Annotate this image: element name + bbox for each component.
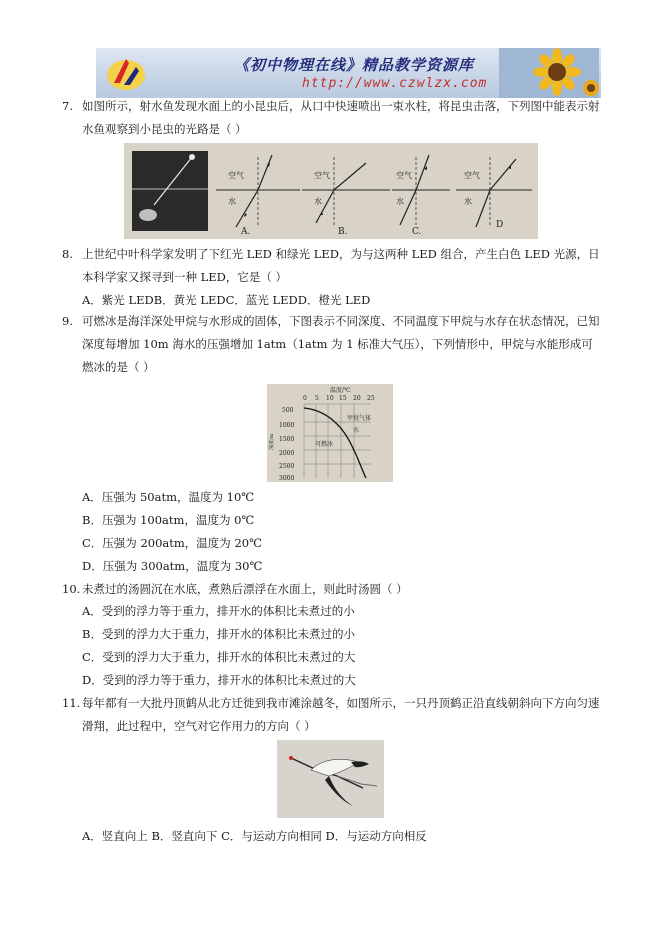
light-path-figure xyxy=(124,143,538,239)
archer-fish-photo xyxy=(132,151,208,231)
question-text: 上世纪中叶科学家发明了下红光 LED 和绿光 LED，为与这两种 LED 组合，产生白色 LED 光源，日本科学家又探寻到一种 LED，它是（ ） xyxy=(82,247,600,284)
x-tick-label: 0 xyxy=(303,395,307,402)
svg-text:空气: 空气 xyxy=(314,171,330,180)
banner-url[interactable]: http://www.czwlzx.com xyxy=(302,76,488,91)
question-8-options: A．紫光 LEDB．黄光 LEDC．蓝光 LEDD．橙光 LED xyxy=(82,293,371,307)
question-9-option-a: A．压强为 50atm，温度为 10℃ xyxy=(82,490,255,504)
option-d-label: D xyxy=(496,220,504,230)
question-9-option-d: D．压强为 300atm，温度为 30℃ xyxy=(82,559,263,573)
question-8 xyxy=(62,243,602,289)
question-text: 可燃冰是海洋深处甲烷与水形成的固体，下图表示不同深度、不同温度下甲烷与水存在状态情况，已知深度每增加 10m 海水的压强增加 1atm（1atm 为 1 标准大气压），下列情形中，甲烷与水能形成可燃冰的是（ ） xyxy=(82,314,600,374)
question-9 xyxy=(62,310,602,379)
svg-text:水: 水 xyxy=(314,197,322,206)
y-tick-label: 500 xyxy=(282,407,294,414)
question-number: 7. xyxy=(62,99,73,113)
svg-text:空气: 空气 xyxy=(228,171,244,180)
methane-phase-chart xyxy=(267,384,393,482)
header-banner xyxy=(96,48,601,98)
svg-text:水: 水 xyxy=(464,197,472,206)
question-10-option-a: A．受到的浮力等于重力，排开水的体积比未煮过的小 xyxy=(82,604,355,618)
question-10-option-b: B．受到的浮力大于重力，排开水的体积比未煮过的小 xyxy=(82,627,355,641)
question-9-option-b: B．压强为 100atm，温度为 0℃ xyxy=(82,513,255,527)
question-10-option-c: C．受到的浮力大于重力，排开水的体积比未煮过的大 xyxy=(82,650,356,664)
chart-top-label: 温度/℃ xyxy=(330,387,351,394)
question-number: 11. xyxy=(62,696,81,710)
question-text: 如图所示，射水鱼发现水面上的小昆虫后，从口中快速喷出一束水柱，将昆虫击落，下列图中能表示射水鱼观察到小昆虫的光路是（ ） xyxy=(82,99,600,136)
svg-text:空气: 空气 xyxy=(464,171,480,180)
x-tick-label: 25 xyxy=(367,395,375,402)
svg-text:空气: 空气 xyxy=(396,171,412,180)
crane-photo xyxy=(277,740,384,818)
y-axis-label: 深度/m xyxy=(269,433,275,450)
svg-text:水: 水 xyxy=(396,197,404,206)
question-11-options: A．竖直向上 B．竖直向下 C．与运动方向相同 D．与运动方向相反 xyxy=(82,829,427,843)
question-number: 9. xyxy=(62,314,73,328)
question-11 xyxy=(62,692,602,738)
region-water-label: 水 xyxy=(353,427,360,434)
question-text: 每年都有一大批丹顶鹤从北方迁徙到我市滩涂越冬，如图所示，一只丹顶鹤正沿直线朝斜向下方向匀速滑翔，此过程中，空气对它作用力的方向（ ） xyxy=(82,696,600,733)
question-text: 未煮过的汤圆沉在水底，煮熟后漂浮在水面上，则此时汤圆（ ） xyxy=(82,582,408,596)
y-tick-label: 1500 xyxy=(279,436,295,443)
question-7 xyxy=(62,95,602,141)
question-9-option-c: C．压强为 200atm，温度为 20℃ xyxy=(82,536,262,550)
sunflower-image xyxy=(499,48,599,98)
option-b-label: B. xyxy=(338,227,348,237)
question-number: 8. xyxy=(62,247,73,261)
banner-title: 《初中物理在线》精品教学资源库 xyxy=(234,56,475,74)
svg-text:水: 水 xyxy=(228,197,236,206)
y-tick-label: 2500 xyxy=(279,463,295,470)
question-10 xyxy=(62,578,602,601)
y-tick-label: 3000 xyxy=(279,475,295,482)
question-10-option-d: D．受到的浮力等于重力，排开水的体积比未煮过的大 xyxy=(82,673,356,687)
x-tick-label: 20 xyxy=(353,395,361,402)
option-a-label: A. xyxy=(241,227,251,237)
site-logo-icon xyxy=(104,53,146,93)
x-tick-label: 5 xyxy=(315,395,319,402)
question-number: 10. xyxy=(62,582,81,596)
region-gas-label: 甲烷气体 xyxy=(347,415,372,422)
x-tick-label: 10 xyxy=(326,395,334,402)
x-tick-label: 15 xyxy=(339,395,347,402)
option-c-label: C. xyxy=(412,227,422,237)
region-ice-label: 可燃冰 xyxy=(315,441,334,448)
y-tick-label: 2000 xyxy=(279,450,295,457)
y-tick-label: 1000 xyxy=(279,422,295,429)
